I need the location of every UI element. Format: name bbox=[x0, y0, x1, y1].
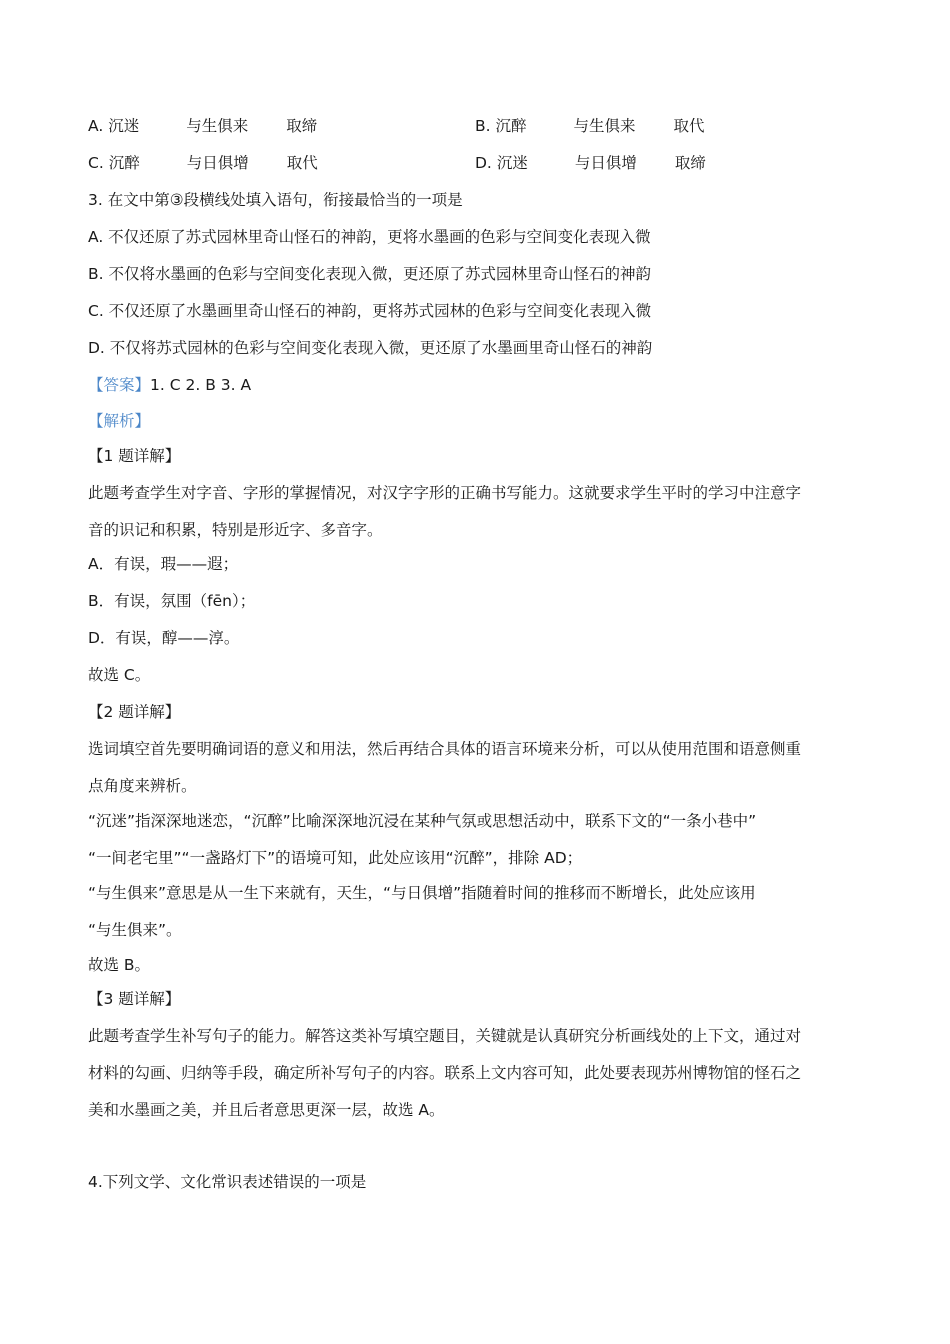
analysis-tag: 【解析】 bbox=[88, 412, 151, 430]
detail-1-item-a: A．有误，瑕——遐； bbox=[88, 555, 239, 573]
q3-option-c: C. 不仅还原了水墨画里奇山怪石的神韵，更将苏式园林的色彩与空间变化表现入微 bbox=[88, 302, 652, 320]
detail-2-word-analysis-cont: “一间老宅里”“一盏路灯下”的语境可知，此处应该用“沉醉”，排除 AD； bbox=[88, 849, 583, 867]
q3-stem: 3. 在文中第③段横线处填入语句，衔接最恰当的一项是 bbox=[88, 191, 463, 209]
detail-1-conclusion: 故选 C。 bbox=[88, 666, 151, 684]
detail-2-idiom-analysis-cont: “与生俱来”。 bbox=[88, 921, 182, 939]
q3-option-d: D. 不仅将苏式园林的色彩与空间变化表现入微，更还原了水墨画里奇山怪石的神韵 bbox=[88, 339, 653, 357]
detail-2-paragraph: 选词填空首先要明确词语的意义和用法，然后再结合具体的语言环境来分析，可以从使用范围和语意侧重 bbox=[88, 740, 802, 758]
detail-1-item-d: D．有误，醇——淳。 bbox=[88, 629, 240, 647]
detail-1-paragraph-cont: 音的识记和积累，特别是形近字、多音字。 bbox=[88, 521, 383, 539]
detail-1-item-b: B．有误，氛围（fēn）； bbox=[88, 592, 256, 610]
q2-option-c: C. 沉醉 与日俱增 取代 bbox=[88, 154, 318, 172]
detail-2-conclusion: 故选 B。 bbox=[88, 956, 151, 974]
answer-tag: 【答案】 bbox=[88, 376, 151, 394]
q3-option-b: B. 不仅将水墨画的色彩与空间变化表现入微，更还原了苏式园林里奇山怪石的神韵 bbox=[88, 265, 651, 283]
answer-text: 1. C 2. B 3. A bbox=[150, 376, 252, 394]
detail-3-heading: 【3 题详解】 bbox=[88, 990, 181, 1008]
detail-1-paragraph: 此题考查学生对字音、字形的掌握情况，对汉字字形的正确书写能力。这就要求学生平时的学习中注意字 bbox=[88, 484, 802, 502]
detail-3-paragraph: 此题考查学生补写句子的能力。解答这类补写填空题目，关键就是认真研究分析画线处的上下文，通过对 bbox=[88, 1027, 802, 1045]
q2-option-a: A. 沉迷 与生俱来 取缔 bbox=[88, 117, 318, 135]
answer-line bbox=[88, 375, 251, 395]
detail-3-paragraph-cont: 材料的勾画、归纳等手段，确定所补写句子的内容。联系上文内容可知，此处要表现苏州博物馆的怪石之 bbox=[88, 1064, 802, 1082]
detail-2-paragraph-cont: 点角度来辨析。 bbox=[88, 777, 197, 795]
q4-stem: 4.下列文学、文化常识表述错误的一项是 bbox=[88, 1173, 367, 1191]
q3-option-a: A. 不仅还原了苏式园林里奇山怪石的神韵，更将水墨画的色彩与空间变化表现入微 bbox=[88, 228, 651, 246]
detail-1-heading: 【1 题详解】 bbox=[88, 447, 181, 465]
q2-option-b: B. 沉醉 与生俱来 取代 bbox=[475, 117, 705, 135]
q2-option-d: D. 沉迷 与日俱增 取缔 bbox=[475, 154, 706, 172]
detail-2-heading: 【2 题详解】 bbox=[88, 703, 181, 721]
detail-2-idiom-analysis: “与生俱来”意思是从一生下来就有，天生，“与日俱增”指随着时间的推移而不断增长，此处应该用 bbox=[88, 884, 756, 902]
detail-2-word-analysis: “沉迷”指深深地迷恋，“沉醉”比喻深深地沉浸在某种气氛或思想活动中，联系下文的“一条小巷中” bbox=[88, 812, 757, 830]
detail-3-paragraph-end: 美和水墨画之美，并且后者意思更深一层，故选 A。 bbox=[88, 1101, 445, 1119]
